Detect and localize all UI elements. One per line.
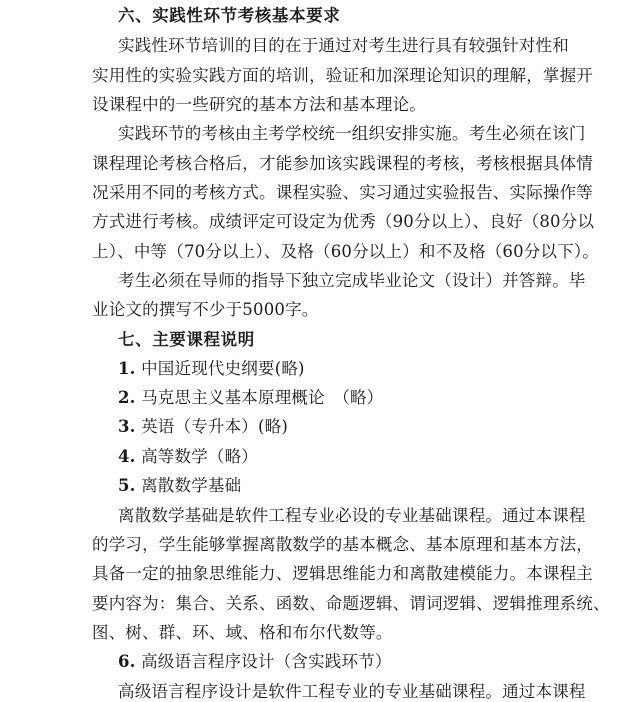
paragraph-line: 图、树、群、环、域、格和布尔代数等。 xyxy=(92,623,393,642)
paragraph-line: 实践性环节培训的目的在于通过对考生进行具有较强针对性和 xyxy=(118,36,569,55)
item-number: 4. xyxy=(118,447,136,466)
paragraph-line: 离散数学基础是软件工程专业必设的专业基础课程。通过本课程 xyxy=(118,506,586,525)
item-number: 6. xyxy=(118,652,136,671)
course-item-1 xyxy=(118,359,305,379)
item-number: 1. xyxy=(118,359,136,378)
item-text: 中国近现代史纲要(略) xyxy=(141,359,305,378)
paragraph-line: 方式进行考核。成绩评定可设定为优秀（90分以上）、良好（80分以 xyxy=(92,212,595,231)
item-number: 5. xyxy=(118,476,136,495)
item-text: 英语（专升本）(略) xyxy=(141,417,288,436)
paragraph-line: 况采用不同的考核方式。课程实验、实习通过实验报告、实际操作等 xyxy=(92,183,593,202)
paragraph-line: 的学习，学生能够掌握离散数学的基本概念、基本原理和基本方法， xyxy=(92,535,593,554)
paragraph-line: 课程理论考核合格后，才能参加该实践课程的考核，考核根据具体情 xyxy=(92,154,593,173)
course-item-3 xyxy=(118,417,288,437)
item-text: 离散数学基础 xyxy=(141,476,242,495)
course-item-4 xyxy=(118,447,258,467)
item-text: 马克思主义基本原理概论 （略） xyxy=(141,388,384,407)
paragraph-line: 业论文的撰写不少于5000字。 xyxy=(92,300,319,319)
paragraph-line: 考生必须在导师的指导下独立完成毕业论文（设计）并答辩。毕 xyxy=(118,271,586,290)
course-item-5 xyxy=(118,476,241,496)
paragraph-line: 设课程中的一些研究的基本方法和基本理论。 xyxy=(92,95,426,114)
item-number: 2. xyxy=(118,388,136,407)
paragraph-line: 具备一定的抽象思维能力、逻辑思维能力和离散建模能力。本课程主 xyxy=(92,564,593,583)
section-7-heading: 七、主要课程说明 xyxy=(118,330,255,349)
course-item-6 xyxy=(118,652,392,672)
paragraph-line: 高级语言程序设计是软件工程专业的专业基础课程。通过本课程 xyxy=(118,682,586,701)
paragraph-line: 实践环节的考核由主考学校统一组织安排实施。考生必须在该门 xyxy=(118,124,586,143)
section-6-heading: 六、实践性环节考核基本要求 xyxy=(118,6,341,25)
item-text: 高等数学（略） xyxy=(141,447,258,466)
paragraph-line: 实用性的实验实践方面的培训，验证和加深理论知识的理解，掌握开 xyxy=(92,66,593,85)
course-item-2 xyxy=(118,388,383,408)
item-text: 高级语言程序设计（含实践环节） xyxy=(141,652,392,671)
paragraph-line: 上）、中等（70分以上）、及格（60分以上）和不及格（60分以下）。 xyxy=(92,242,600,261)
paragraph-line: 要内容为：集合、关系、函数、命题逻辑、谓词逻辑、逻辑推理系统、 xyxy=(92,594,610,613)
item-number: 3. xyxy=(118,417,136,436)
